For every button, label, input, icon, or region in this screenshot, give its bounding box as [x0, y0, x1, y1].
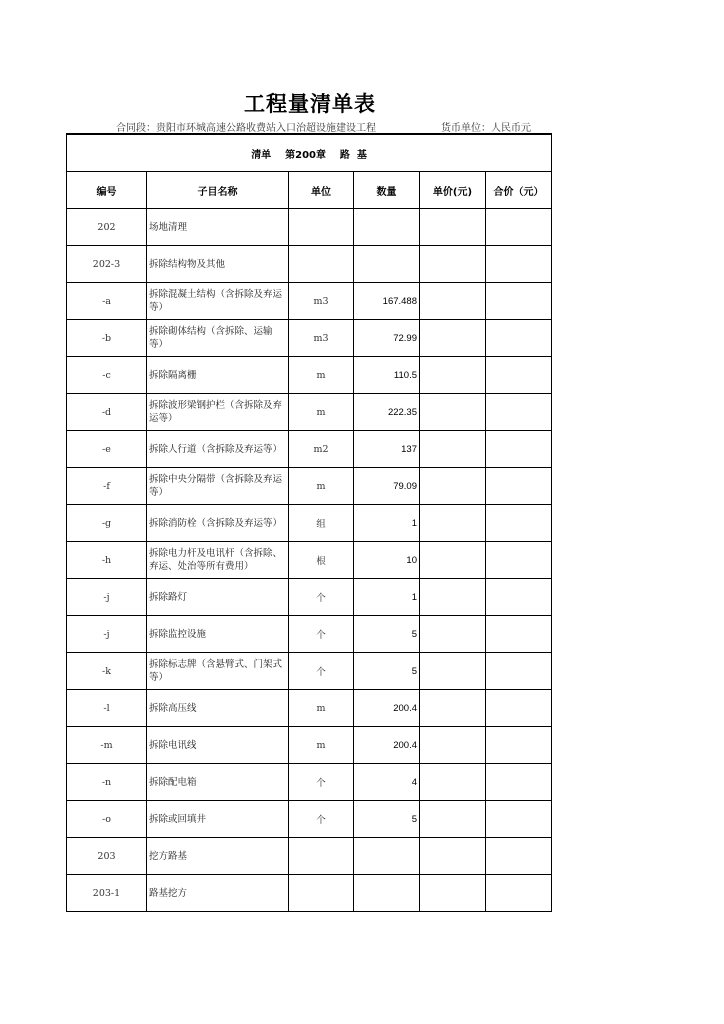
item-unit-price	[420, 246, 486, 283]
section-header: 清单 第200章 路 基	[67, 134, 552, 172]
item-unit-price	[420, 542, 486, 579]
item-name: 挖方路基	[147, 838, 289, 875]
item-total-price	[486, 875, 552, 912]
item-quantity: 1	[354, 579, 420, 616]
col-header-unit: 单位	[289, 172, 354, 209]
item-unit-price	[420, 653, 486, 690]
item-unit-price	[420, 727, 486, 764]
item-code: -h	[67, 542, 147, 579]
item-name: 拆除隔离栅	[147, 357, 289, 394]
item-unit: 个	[289, 616, 354, 653]
item-unit: m3	[289, 320, 354, 357]
item-total-price	[486, 246, 552, 283]
item-code: 203	[67, 838, 147, 875]
item-total-price	[486, 283, 552, 320]
item-name: 拆除电力杆及电讯杆（含拆除、弃运、处治等所有费用）	[147, 542, 289, 579]
table-row	[67, 579, 552, 616]
item-unit: 个	[289, 579, 354, 616]
item-quantity	[354, 838, 420, 875]
item-name: 拆除混凝土结构（含拆除及弃运等）	[147, 283, 289, 320]
item-code: 203-1	[67, 875, 147, 912]
item-unit: m3	[289, 283, 354, 320]
item-unit: m	[289, 727, 354, 764]
table-row	[67, 394, 552, 431]
item-name: 拆除电讯线	[147, 727, 289, 764]
table-row	[67, 616, 552, 653]
item-quantity: 200.4	[354, 727, 420, 764]
table-row	[67, 727, 552, 764]
item-unit-price	[420, 468, 486, 505]
item-total-price	[486, 579, 552, 616]
table-row	[67, 209, 552, 246]
table-row	[67, 801, 552, 838]
item-code: -a	[67, 283, 147, 320]
item-code: -c	[67, 357, 147, 394]
item-name: 拆除标志牌（含悬臂式、门架式等）	[147, 653, 289, 690]
item-quantity: 110.5	[354, 357, 420, 394]
item-unit-price	[420, 505, 486, 542]
item-total-price	[486, 468, 552, 505]
item-unit: 个	[289, 653, 354, 690]
item-unit: m	[289, 357, 354, 394]
table-row	[67, 431, 552, 468]
item-quantity	[354, 209, 420, 246]
item-code: -d	[67, 394, 147, 431]
item-code: -l	[67, 690, 147, 727]
item-unit	[289, 209, 354, 246]
item-unit-price	[420, 764, 486, 801]
item-total-price	[486, 838, 552, 875]
item-quantity: 137	[354, 431, 420, 468]
col-header-quantity: 数量	[354, 172, 420, 209]
item-total-price	[486, 764, 552, 801]
table-row	[67, 468, 552, 505]
item-unit-price	[420, 616, 486, 653]
item-unit	[289, 875, 354, 912]
item-total-price	[486, 431, 552, 468]
item-unit-price	[420, 801, 486, 838]
item-quantity: 79.09	[354, 468, 420, 505]
table-row	[67, 764, 552, 801]
item-name: 拆除消防栓（含拆除及弃运等）	[147, 505, 289, 542]
item-unit-price	[420, 394, 486, 431]
item-name: 拆除路灯	[147, 579, 289, 616]
page-title: 工程量清单表	[244, 92, 376, 116]
item-unit-price	[420, 357, 486, 394]
item-code: -f	[67, 468, 147, 505]
item-unit-price	[420, 320, 486, 357]
item-unit-price	[420, 579, 486, 616]
item-unit: 个	[289, 764, 354, 801]
item-total-price	[486, 542, 552, 579]
item-name: 拆除配电箱	[147, 764, 289, 801]
item-unit: m	[289, 394, 354, 431]
item-total-price	[486, 616, 552, 653]
col-header-name: 子目名称	[147, 172, 289, 209]
item-total-price	[486, 320, 552, 357]
item-name: 拆除监控设施	[147, 616, 289, 653]
col-header-total-price: 合价（元）	[486, 172, 552, 209]
item-code: 202	[67, 209, 147, 246]
item-unit: 根	[289, 542, 354, 579]
item-total-price	[486, 801, 552, 838]
item-unit: m	[289, 468, 354, 505]
item-code: -j	[67, 579, 147, 616]
table-row	[67, 690, 552, 727]
item-name: 拆除或回填井	[147, 801, 289, 838]
currency-label: 货币单位：人民币元	[441, 123, 531, 134]
item-quantity	[354, 875, 420, 912]
item-code: 202-3	[67, 246, 147, 283]
item-quantity: 200.4	[354, 690, 420, 727]
item-total-price	[486, 357, 552, 394]
item-quantity: 5	[354, 653, 420, 690]
item-name: 拆除结构物及其他	[147, 246, 289, 283]
item-total-price	[486, 690, 552, 727]
item-name: 路基挖方	[147, 875, 289, 912]
item-unit-price	[420, 838, 486, 875]
column-header-row	[67, 172, 552, 209]
item-total-price	[486, 505, 552, 542]
item-quantity: 4	[354, 764, 420, 801]
item-unit-price	[420, 209, 486, 246]
item-total-price	[486, 209, 552, 246]
item-unit: 组	[289, 505, 354, 542]
item-code: -o	[67, 801, 147, 838]
item-code: -m	[67, 727, 147, 764]
table-row	[67, 505, 552, 542]
item-total-price	[486, 394, 552, 431]
item-code: -n	[67, 764, 147, 801]
table-row	[67, 542, 552, 579]
table-row	[67, 653, 552, 690]
item-name: 拆除波形梁钢护栏（含拆除及弃运等）	[147, 394, 289, 431]
item-code: -g	[67, 505, 147, 542]
item-name: 场地清理	[147, 209, 289, 246]
item-quantity: 1	[354, 505, 420, 542]
item-quantity: 5	[354, 616, 420, 653]
item-code: -e	[67, 431, 147, 468]
col-header-unit-price: 单价(元)	[420, 172, 486, 209]
table-row	[67, 875, 552, 912]
item-code: -j	[67, 616, 147, 653]
item-name: 拆除砌体结构（含拆除、运输等）	[147, 320, 289, 357]
item-unit	[289, 838, 354, 875]
item-code: -b	[67, 320, 147, 357]
table-row	[67, 283, 552, 320]
col-header-code: 编号	[67, 172, 147, 209]
item-quantity	[354, 246, 420, 283]
item-quantity: 5	[354, 801, 420, 838]
section-header-row	[67, 134, 552, 172]
item-unit	[289, 246, 354, 283]
item-name: 拆除中央分隔带（含拆除及弃运等）	[147, 468, 289, 505]
item-unit-price	[420, 431, 486, 468]
item-name: 拆除高压线	[147, 690, 289, 727]
table-row	[67, 838, 552, 875]
item-quantity: 167.488	[354, 283, 420, 320]
item-code: -k	[67, 653, 147, 690]
item-name: 拆除人行道（含拆除及弃运等）	[147, 431, 289, 468]
bill-of-quantities-table	[66, 133, 552, 912]
table-row	[67, 357, 552, 394]
item-unit-price	[420, 875, 486, 912]
item-quantity: 10	[354, 542, 420, 579]
table-row	[67, 320, 552, 357]
item-unit-price	[420, 283, 486, 320]
item-unit: m2	[289, 431, 354, 468]
item-quantity: 72.99	[354, 320, 420, 357]
item-total-price	[486, 653, 552, 690]
item-unit-price	[420, 690, 486, 727]
table-row	[67, 246, 552, 283]
contract-section-label: 合同段：贵阳市环城高速公路收费站入口治超设施建设工程	[116, 123, 376, 134]
item-unit: 个	[289, 801, 354, 838]
item-quantity: 222.35	[354, 394, 420, 431]
item-total-price	[486, 727, 552, 764]
item-unit: m	[289, 690, 354, 727]
